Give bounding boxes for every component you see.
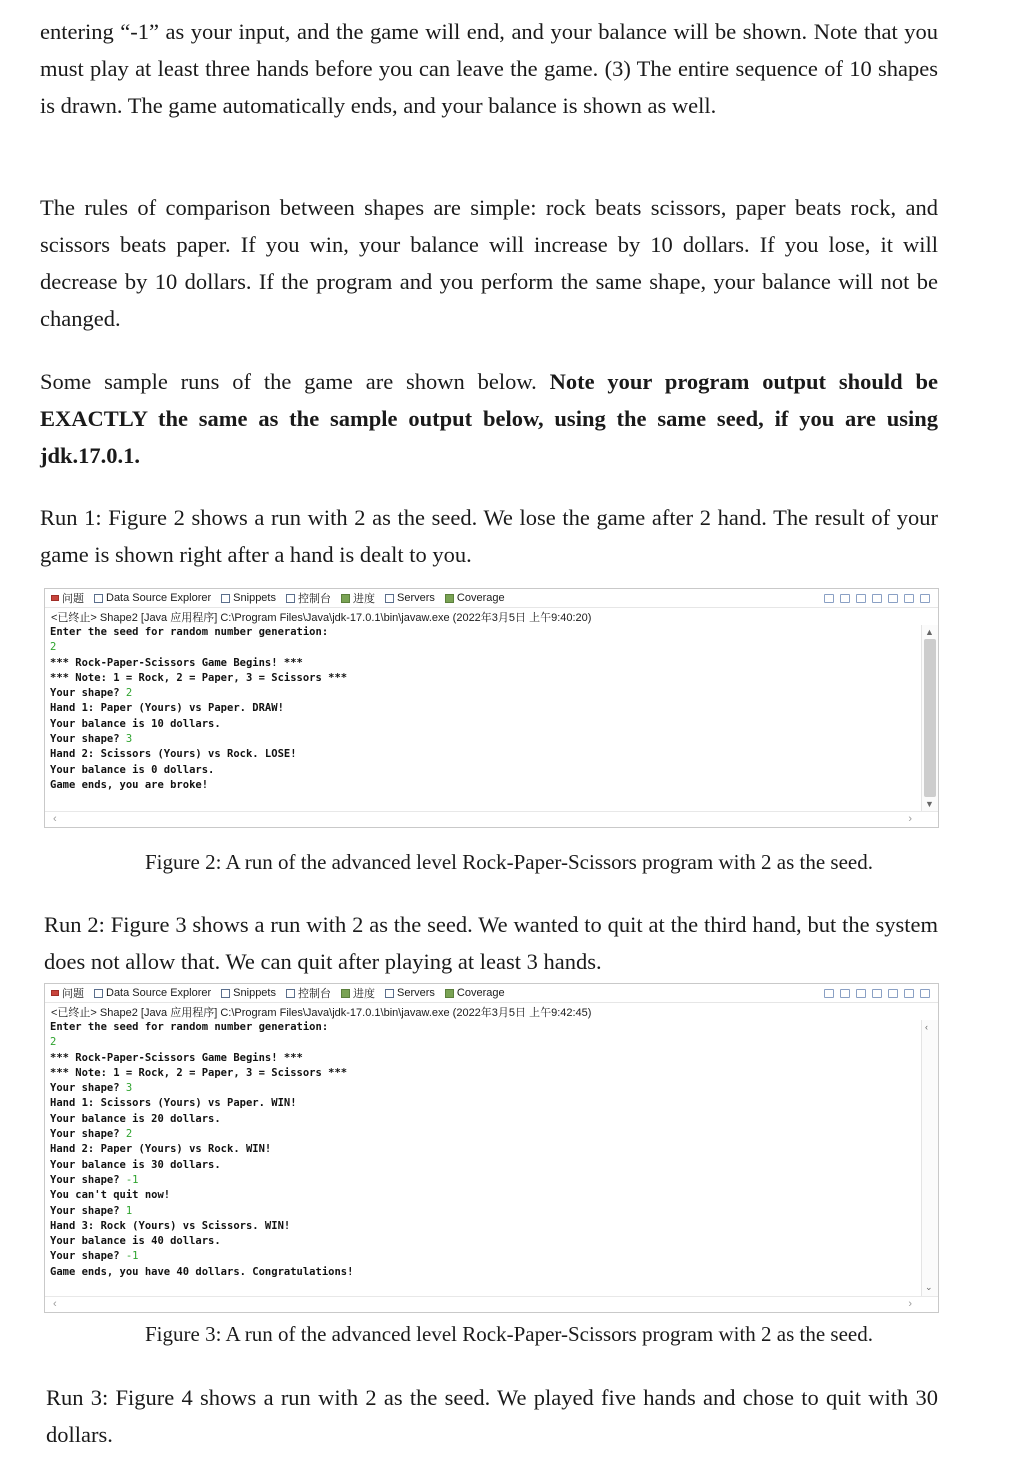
tab-servers[interactable] (385, 987, 435, 999)
console-launch-path: <已终止> Shape2 [Java 应用程序] C:\Program Files\Java\jdk-17.0.1\bin\javaw.exe (2022年3月5日 上午9:40:20) (51, 611, 592, 624)
console-user-input: 2 (125, 1128, 133, 1141)
scroll-up-icon[interactable]: ‹ (925, 1022, 928, 1032)
console-line (50, 732, 921, 747)
console-user-input: -1 (125, 1250, 139, 1263)
figure-3-caption: Figure 3: A run of the advanced level Rock-Paper-Scissors program with 2 as the seed. (145, 1322, 873, 1346)
console-user-input: -1 (125, 1173, 139, 1186)
vertical-scrollbar[interactable] (921, 1020, 938, 1296)
console-line-text: Your shape? (50, 687, 126, 700)
console-line (50, 747, 921, 762)
console-line-text: Your balance is 30 dollars. (50, 1158, 221, 1171)
scroll-right-icon[interactable]: › (908, 813, 912, 825)
console-line-text: Your shape? (50, 1173, 126, 1186)
console-line (50, 1219, 921, 1234)
tab-label: 控制台 (297, 988, 331, 1000)
console-line-text: Enter the seed for random number generation: (50, 626, 329, 638)
problems-icon (51, 990, 59, 996)
console-line (50, 671, 921, 686)
vertical-scrollbar[interactable] (921, 625, 938, 811)
console-line (50, 1142, 921, 1157)
console-line-text: Your shape? (50, 1128, 126, 1141)
tab-label: 进度 (352, 593, 375, 605)
minimize-icon[interactable] (904, 594, 914, 603)
tab-coverage[interactable] (445, 592, 505, 604)
tab-snippets[interactable] (221, 987, 276, 999)
console-line-text: Your shape? (50, 1082, 126, 1095)
database-icon (94, 989, 103, 998)
tab-label: Servers (396, 592, 435, 604)
console-line-text: *** Note: 1 = Rock, 2 = Paper, 3 = Scissors *** (50, 1066, 348, 1079)
minimize-icon[interactable] (904, 989, 914, 998)
console-line (50, 1204, 921, 1219)
pin-console-icon[interactable] (872, 989, 882, 998)
console-line-text: Your balance is 0 dollars. (50, 763, 215, 776)
horizontal-scrollbar[interactable] (45, 811, 938, 828)
console-line (50, 1066, 921, 1081)
paragraph-intro-continued: entering “-1” as your input, and the game will end, and your balance will be shown. Note that you must play at least three hands before you can leave the game. (3) The entire sequence of 10 shapes is drawn. The game automatically ends, and your balance is shown as well. (40, 19, 938, 118)
snippets-icon (221, 989, 230, 998)
console-line-text: Your shape? (50, 1204, 126, 1217)
console-user-input: 2 (50, 1036, 57, 1049)
console-line (50, 1051, 921, 1066)
tab-coverage[interactable] (445, 987, 505, 999)
paragraph-sample-runs (40, 363, 938, 474)
pin-console-icon[interactable] (872, 594, 882, 603)
figure-2-console (44, 588, 939, 828)
console-line-text: *** Rock-Paper-Scissors Game Begins! *** (50, 1051, 303, 1064)
console-line (50, 1234, 921, 1249)
console-icon (286, 594, 295, 603)
remove-launch-icon[interactable] (840, 989, 850, 998)
figure-3-console (44, 983, 939, 1313)
console-line-text: Enter the seed for random number generation: (50, 1021, 329, 1033)
console-output (45, 625, 921, 811)
console-line-text: *** Note: 1 = Rock, 2 = Paper, 3 = Scissors *** (50, 671, 348, 684)
console-tab-bar (45, 589, 938, 608)
console-icon (286, 989, 295, 998)
console-launch-path: <已终止> Shape2 [Java 应用程序] C:\Program Files\Java\jdk-17.0.1\bin\javaw.exe (2022年3月5日 上午9:42:45) (51, 1006, 592, 1019)
console-line-text: Your balance is 10 dollars. (50, 717, 221, 730)
console-line (50, 1096, 921, 1111)
servers-icon (385, 989, 394, 998)
tab-console[interactable] (286, 985, 331, 1001)
console-user-input: 2 (50, 641, 57, 654)
scroll-lock-icon[interactable] (856, 594, 866, 603)
console-line-text: *** Rock-Paper-Scissors Game Begins! *** (50, 656, 303, 669)
coverage-icon (445, 989, 454, 998)
console-line (50, 1035, 921, 1050)
console-line-text: Your balance is 40 dollars. (50, 1235, 221, 1248)
console-user-input: 1 (125, 1204, 133, 1217)
tab-label: Coverage (456, 987, 505, 999)
console-line (50, 656, 921, 671)
console-toolbar (824, 594, 938, 603)
tab-label: Coverage (456, 592, 505, 604)
console-line (50, 1158, 921, 1173)
console-line (50, 640, 921, 655)
console-line (50, 686, 921, 701)
tab-label: 进度 (352, 988, 375, 1000)
remove-launch-icon[interactable] (840, 594, 850, 603)
console-line (50, 1081, 921, 1096)
tab-servers[interactable] (385, 592, 435, 604)
progress-icon (341, 989, 350, 998)
tab-label: Snippets (233, 592, 276, 604)
tab-label: Snippets (233, 987, 276, 999)
console-line (50, 763, 921, 778)
console-line-text: Hand 1: Paper (Yours) vs Paper. DRAW! (50, 702, 284, 715)
console-line (50, 1112, 921, 1127)
tab-snippets[interactable] (221, 592, 276, 604)
paragraph-run-3: Run 3: Figure 4 shows a run with 2 as the seed. We played five hands and chose to quit with 30 dollars. (46, 1385, 938, 1447)
console-line-text: Game ends, you have 40 dollars. Congratulations! (50, 1265, 354, 1278)
tab-data-source-explorer[interactable] (94, 592, 211, 604)
horizontal-scrollbar[interactable] (45, 1296, 938, 1313)
console-line-text: Your balance is 20 dollars. (50, 1112, 221, 1125)
tab-progress[interactable] (341, 985, 375, 1001)
servers-icon (385, 594, 394, 603)
console-line (50, 1127, 921, 1142)
tab-data-source-explorer[interactable] (94, 987, 211, 999)
paragraph-rules: The rules of comparison between shapes are simple: rock beats scissors, paper beats rock, and scissors beats paper. If you win, your balance will increase by 10 dollars. If you lose, it will decrease by 10 dollars. If the program and you perform the same shape, your balance will not be changed. (40, 195, 938, 331)
display-console-icon[interactable] (888, 594, 898, 603)
console-line-text: Hand 2: Paper (Yours) vs Rock. WIN! (50, 1143, 272, 1156)
scroll-left-icon[interactable]: ‹ (53, 1298, 57, 1310)
terminate-icon[interactable] (824, 594, 834, 603)
tab-progress[interactable] (341, 590, 375, 606)
terminate-icon[interactable] (824, 989, 834, 998)
console-line (50, 717, 921, 732)
tab-problems[interactable] (51, 590, 84, 606)
console-line-text: Your shape? (50, 733, 126, 746)
figure-2-caption: Figure 2: A run of the advanced level Rock-Paper-Scissors program with 2 as the seed. (145, 850, 873, 874)
console-line (50, 701, 921, 716)
console-line-text: Hand 2: Scissors (Yours) vs Rock. LOSE! (50, 748, 297, 761)
scroll-left-icon[interactable]: ‹ (53, 813, 57, 825)
sample-runs-note: Note your program output should be EXACTLY the same as the sample output below, using the same seed, if you are using jdk.17.0.1. (40, 369, 938, 468)
database-icon (94, 594, 103, 603)
console-line (50, 1249, 921, 1264)
console-tab-bar (45, 984, 938, 1003)
maximize-icon[interactable] (920, 594, 930, 603)
tab-console[interactable] (286, 590, 331, 606)
maximize-icon[interactable] (920, 989, 930, 998)
scroll-down-icon[interactable]: ⌄ (925, 1282, 933, 1292)
tab-label: 控制台 (297, 593, 331, 605)
console-line (50, 1265, 921, 1280)
console-user-input: 2 (125, 687, 133, 700)
console-line-text: Hand 1: Scissors (Yours) vs Paper. WIN! (50, 1097, 297, 1110)
console-body (45, 1020, 938, 1296)
tab-problems[interactable] (51, 985, 84, 1001)
console-body (45, 625, 938, 811)
paragraph-run-1: Run 1: Figure 2 shows a run with 2 as the seed. We lose the game after 2 hand. The result of your game is shown right after a hand is dealt to you. (40, 505, 938, 567)
console-output (45, 1020, 921, 1296)
problems-icon (51, 595, 59, 601)
tab-label: 问题 (62, 988, 84, 1000)
console-line (50, 625, 921, 640)
console-line (50, 1173, 921, 1188)
scroll-lock-icon[interactable] (856, 989, 866, 998)
scroll-right-icon[interactable]: › (908, 1298, 912, 1310)
scrollbar-thumb[interactable] (924, 639, 936, 797)
tab-label: Data Source Explorer (106, 592, 212, 604)
tab-label: 问题 (62, 593, 84, 605)
console-line-text: Your shape? (50, 1250, 126, 1263)
console-line (50, 778, 921, 793)
sample-runs-lead: Some sample runs of the game are shown below. (40, 369, 550, 394)
display-console-icon[interactable] (888, 989, 898, 998)
coverage-icon (445, 594, 454, 603)
scroll-down-icon[interactable]: ▼ (925, 799, 934, 809)
console-toolbar (824, 989, 938, 998)
progress-icon (341, 594, 350, 603)
tab-label: Servers (396, 987, 435, 999)
console-user-input: 3 (125, 733, 133, 746)
console-line (50, 1020, 921, 1035)
console-line-text: You can't quit now! (50, 1189, 171, 1202)
console-line (50, 1188, 921, 1203)
scroll-up-icon[interactable]: ▲ (925, 627, 934, 637)
console-line-text: Hand 3: Rock (Yours) vs Scissors. WIN! (50, 1219, 291, 1232)
console-line-text: Game ends, you are broke! (50, 778, 209, 791)
tab-label: Data Source Explorer (106, 987, 212, 999)
paragraph-run-2: Run 2: Figure 3 shows a run with 2 as the seed. We wanted to quit at the third hand, but the system does not allow that. We can quit after playing at least 3 hands. (44, 912, 938, 974)
snippets-icon (221, 594, 230, 603)
console-user-input: 3 (125, 1082, 133, 1095)
